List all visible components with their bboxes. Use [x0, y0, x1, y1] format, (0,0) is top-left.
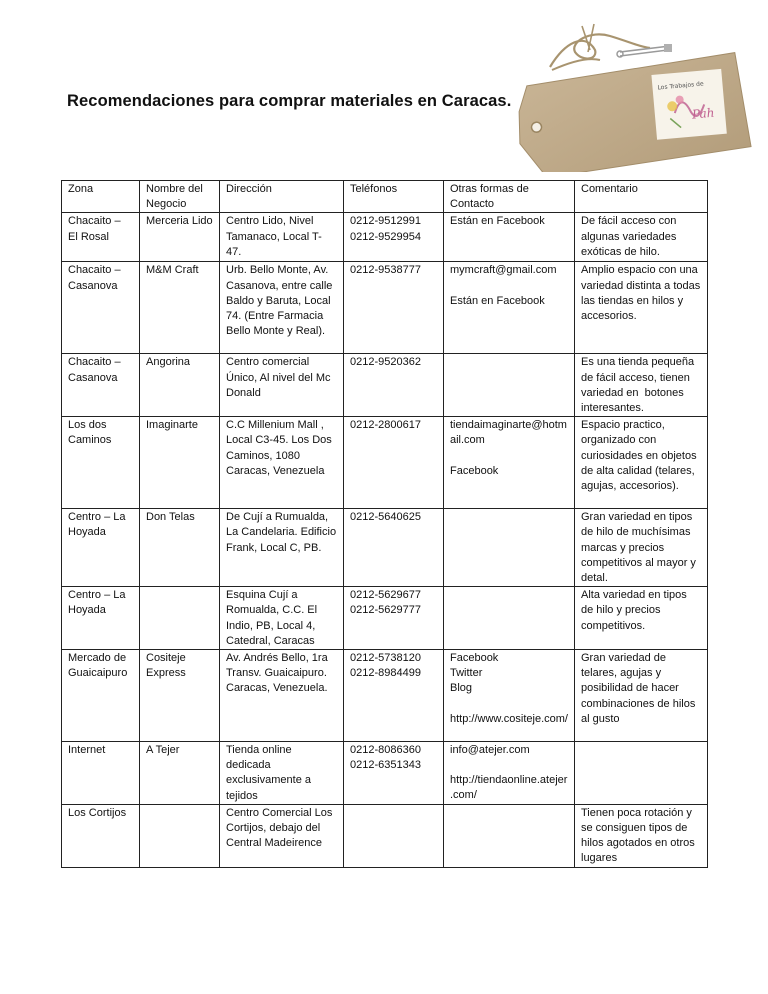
- cell-comentario: [575, 417, 708, 509]
- phone-number: 0212-9520362: [350, 356, 421, 369]
- cell-contacto: [444, 354, 575, 417]
- contact-item[interactable]: http://www.cositeje.com/: [450, 712, 568, 725]
- contact-item: Facebook: [450, 652, 499, 665]
- cell-text: Mercado de Guaicaipuro: [68, 652, 130, 680]
- cell-contacto: [444, 804, 575, 867]
- cell-text: De fácil acceso con algunas variedades exóticas de hilo.: [581, 215, 680, 258]
- cell-zona: [62, 650, 140, 742]
- cell-text: Espacio practico, organizado con curiosidades en objetos de alta calidad (telares, agujas, accesorios).: [581, 419, 700, 493]
- cell-telefonos: [344, 742, 444, 805]
- contact-item: Están en Facebook: [450, 215, 545, 228]
- cell-nombre: [140, 509, 220, 587]
- cell-text: Chacaito – Casanova: [68, 356, 124, 384]
- table-row: [62, 587, 708, 650]
- contact-item: Facebook: [450, 464, 499, 477]
- cell-direccion: [220, 213, 344, 262]
- column-header: Otras formas de Contacto: [444, 181, 575, 213]
- cell-nombre: [140, 804, 220, 867]
- cell-comentario: [575, 587, 708, 650]
- contact-item[interactable]: tiendaimaginarte@hotmail.com: [450, 419, 567, 447]
- table-row: [62, 213, 708, 262]
- contact-item[interactable]: info@atejer.com: [450, 744, 530, 757]
- table-row: [62, 354, 708, 417]
- tag-brand-script: Pah: [691, 105, 715, 122]
- cell-zona: [62, 354, 140, 417]
- cell-text: Merceria Lido: [146, 215, 213, 228]
- phone-number: 0212-5629677: [350, 589, 421, 602]
- cell-text: C.C Millenium Mall , Local C3-45. Los Dos Caminos, 1080 Caracas, Venezuela: [226, 419, 335, 477]
- cell-telefonos: [344, 354, 444, 417]
- cell-comentario: [575, 213, 708, 262]
- phone-number: 0212-5629777: [350, 604, 421, 617]
- cell-direccion: [220, 587, 344, 650]
- cell-text: Centro – La Hoyada: [68, 589, 129, 617]
- cell-nombre: [140, 354, 220, 417]
- table-row: [62, 804, 708, 867]
- cell-text: Es una tienda pequeña de fácil acceso, tienen variedad en botones interesantes.: [581, 356, 698, 415]
- cell-text: [581, 743, 701, 758]
- cell-telefonos: [344, 262, 444, 354]
- cell-text: Cositeje Express: [146, 652, 189, 680]
- contact-item: Están en Facebook: [450, 294, 545, 307]
- cell-comentario: [575, 354, 708, 417]
- table-row: [62, 509, 708, 587]
- cell-text: Gran variedad de telares, agujas y posibilidad de hacer combinaciones de hilos al gusto: [581, 652, 699, 725]
- cell-text: Centro comercial Único, Al nivel del Mc Donald: [226, 356, 334, 399]
- cell-nombre: [140, 213, 220, 262]
- cell-text: [146, 588, 213, 603]
- cell-nombre: [140, 650, 220, 742]
- column-header: Nombre del Negocio: [140, 181, 220, 213]
- cell-zona: [62, 262, 140, 354]
- cell-text: Urb. Bello Monte, Av. Casanova, entre calle Baldo y Baruta, Local 74. (Entre Farmacia Bello Monte y Real).: [226, 264, 336, 338]
- phone-number: 0212-5640625: [350, 511, 421, 524]
- cell-contacto: [444, 587, 575, 650]
- cell-telefonos: [344, 587, 444, 650]
- cell-zona: [62, 587, 140, 650]
- phone-number: 0212-2800617: [350, 419, 421, 432]
- cell-text: Centro Comercial Los Cortijos, debajo del Central Madeirence: [226, 806, 336, 850]
- cell-comentario: [575, 804, 708, 867]
- contact-item[interactable]: mymcraft@gmail.com: [450, 264, 557, 277]
- stores-table: [61, 180, 708, 868]
- cell-text: Esquina Cují a Romualda, C.C. El Indio, PB, Local 4, Catedral, Caracas: [226, 589, 321, 647]
- cell-text: Centro Lido, Nivel Tamanaco, Local T-47.: [226, 215, 322, 258]
- tag-brand-small: Los Trabajos de: [657, 80, 704, 92]
- cell-direccion: [220, 804, 344, 867]
- cell-text: Internet: [68, 744, 106, 757]
- cell-comentario: [575, 262, 708, 354]
- cell-text: [146, 806, 213, 821]
- table-row: [62, 417, 708, 509]
- cell-text: Don Telas: [146, 511, 195, 524]
- contact-item[interactable]: http://tiendaonline.atejer.com/: [450, 774, 568, 802]
- cell-direccion: [220, 417, 344, 509]
- table-header-row: [62, 181, 708, 213]
- cell-text: M&M Craft: [146, 264, 199, 277]
- cell-text: Centro – La Hoyada: [68, 511, 129, 539]
- cell-direccion: [220, 650, 344, 742]
- cell-zona: [62, 417, 140, 509]
- cell-direccion: [220, 262, 344, 354]
- cell-comentario: [575, 650, 708, 742]
- cell-telefonos: [344, 509, 444, 587]
- cell-text: Chacaito – El Rosal: [68, 215, 124, 243]
- cell-contacto: [444, 417, 575, 509]
- phone-number: 0212-8984499: [350, 667, 421, 680]
- cell-text: Alta variedad en tipos de hilo y precios competitivos.: [581, 589, 690, 632]
- craft-tag-icon: [470, 22, 760, 172]
- cell-zona: [62, 509, 140, 587]
- table-row: [62, 742, 708, 805]
- cell-nombre: [140, 262, 220, 354]
- contact-item: Twitter: [450, 667, 483, 680]
- cell-contacto: [444, 509, 575, 587]
- cell-telefonos: [344, 650, 444, 742]
- cell-text: Los dos Caminos: [68, 419, 112, 447]
- cell-text: Amplio espacio con una variedad distinta a todas las tiendas en hilos y accesorios.: [581, 264, 704, 323]
- cell-contacto: [444, 262, 575, 354]
- phone-number: 0212-5738120: [350, 652, 421, 665]
- column-header: Teléfonos: [344, 181, 444, 213]
- cell-comentario: [575, 509, 708, 587]
- cell-text: Chacaito – Casanova: [68, 264, 124, 292]
- cell-nombre: [140, 417, 220, 509]
- cell-telefonos: [344, 417, 444, 509]
- table-row: [62, 262, 708, 354]
- cell-direccion: [220, 354, 344, 417]
- cell-telefonos: [344, 804, 444, 867]
- cell-text: Tienen poca rotación y se consiguen tipos de hilos agotados en otros lugares: [581, 806, 698, 865]
- cell-direccion: [220, 509, 344, 587]
- table-row: [62, 650, 708, 742]
- cell-text: Angorina: [146, 356, 191, 369]
- column-header: Comentario: [575, 181, 708, 213]
- cell-zona: [62, 742, 140, 805]
- cell-text: Av. Andrés Bello, 1ra Transv. Guaicaipuro. Caracas, Venezuela.: [226, 652, 331, 695]
- phone-number: 0212-9529954: [350, 230, 421, 243]
- phone-number: 0212-6351343: [350, 759, 421, 772]
- cell-zona: [62, 804, 140, 867]
- cell-nombre: [140, 742, 220, 805]
- cell-telefonos: [344, 213, 444, 262]
- phone-number: 0212-9512991: [350, 215, 421, 228]
- cell-text: Imaginarte: [146, 419, 198, 432]
- cell-text: A Tejer: [146, 744, 180, 757]
- cell-text: Gran variedad en tipos de hilo de muchísimas marcas y precios competitivos al mayor y detal.: [581, 511, 699, 585]
- table-body: [62, 213, 708, 867]
- page-title: Recomendaciones para comprar materiales en Caracas.: [67, 92, 512, 110]
- cell-text: De Cují a Rumualda, La Candelaria. Edificio Frank, Local C, PB.: [226, 511, 340, 554]
- cell-zona: [62, 213, 140, 262]
- column-header: Zona: [62, 181, 140, 213]
- cell-contacto: [444, 213, 575, 262]
- phone-number: 0212-9538777: [350, 264, 421, 277]
- phone-number: 0212-8086360: [350, 744, 421, 757]
- cell-direccion: [220, 742, 344, 805]
- contact-item: Blog: [450, 682, 473, 695]
- cell-text: Los Cortijos: [68, 806, 127, 819]
- cell-contacto: [444, 650, 575, 742]
- cell-nombre: [140, 587, 220, 650]
- cell-text: Tienda online dedicada exclusivamente a tejidos: [226, 744, 315, 802]
- cell-contacto: [444, 742, 575, 805]
- cell-comentario: [575, 742, 708, 805]
- column-header: Dirección: [220, 181, 344, 213]
